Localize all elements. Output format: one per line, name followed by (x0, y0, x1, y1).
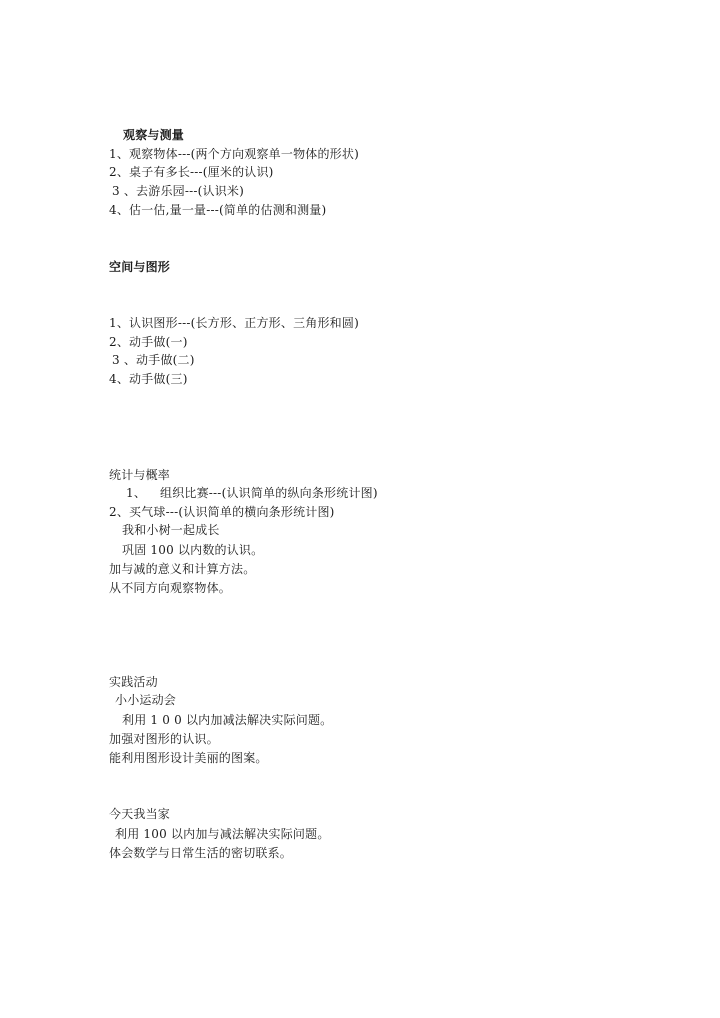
section-heading-practice: 实践活动 (109, 675, 158, 689)
practice-line-4: 能利用图形设计美丽的图案。 (109, 751, 268, 765)
home-line-1: 利用 100 以内加与减法解决实际问题。 (115, 827, 330, 841)
stats-line-1: 我和小树一起成长 (122, 523, 220, 537)
practice-line-3: 加强对图形的认识。 (109, 732, 219, 746)
stats-line-2: 巩固 100 以内数的认识。 (122, 543, 264, 557)
section-heading-observation: 观察与测量 (123, 128, 185, 142)
stats-item-1-number: 1、 (126, 486, 147, 500)
section-heading-home: 今天我当家 (109, 807, 171, 821)
stats-line-4: 从不同方向观察物体。 (109, 581, 232, 595)
space-item-3: 3 、动手做(二) (112, 353, 195, 367)
stats-line-3: 加与减的意义和计算方法。 (109, 562, 256, 576)
observation-item-3: 3 、去游乐园---(认识米) (112, 184, 244, 198)
observation-item-1: 1、观察物体---(两个方向观察单一物体的形状) (109, 147, 359, 161)
section-heading-space: 空间与图形 (109, 260, 171, 274)
home-line-2: 体会数学与日常生活的密切联系。 (109, 846, 293, 860)
stats-item-2: 2、买气球---(认识简单的横向条形统计图) (109, 505, 335, 519)
observation-item-2: 2、桌子有多长---(厘米的认识) (109, 165, 274, 179)
space-item-1: 1、认识图形---(长方形、正方形、三角形和圆) (109, 316, 359, 330)
stats-item-1-text: 组织比赛---(认识简单的纵向条形统计图) (160, 486, 378, 500)
practice-line-2: 利用 1 0 0 以内加减法解决实际问题。 (122, 713, 333, 727)
practice-line-1: 小小运动会 (115, 693, 177, 707)
space-item-2: 2、动手做(一) (109, 335, 188, 349)
space-item-4: 4、动手做(三) (109, 372, 188, 386)
section-heading-stats: 统计与概率 (109, 468, 171, 482)
observation-item-4: 4、估一估,量一量---(简单的估测和测量) (109, 203, 327, 217)
